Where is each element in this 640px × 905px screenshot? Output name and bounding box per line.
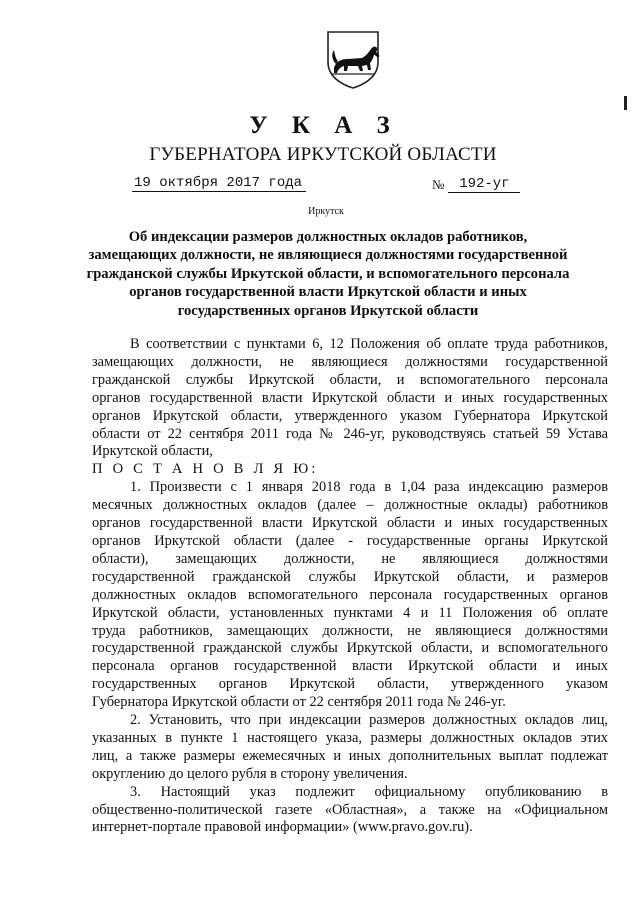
decree-body [92, 336, 608, 837]
text-line: персонала органов государственной власти Иркутской области и иных [92, 658, 608, 675]
decree-number-block [432, 176, 520, 193]
number-sign: № [432, 177, 445, 192]
text-line: лиц, а также размеры ежемесячных и иных дополнительных выплат подлежат [92, 747, 608, 764]
text-line: области), замещающих должности, не являющиеся должностями [92, 550, 608, 567]
text-line: 3. Настоящий указ подлежит официальному опубликованию в [130, 783, 608, 800]
issuer-line: ГУБЕРНАТОРА ИРКУТСКОЙ ОБЛАСТИ [149, 144, 497, 165]
text-line: округлению до целого рубля в сторону увеличения. [92, 765, 408, 782]
item-3-paragraph [92, 784, 608, 838]
text-line: государственной гражданской службы Иркутской области, и вспомогательного [92, 640, 608, 657]
coat-of-arms-icon [322, 28, 384, 90]
text-line: указанных в пункте 1 настоящего указа, размеры должностных окладов этих [92, 729, 608, 746]
text-line: замещающих должности, не являющиеся должностями государственной [92, 353, 608, 370]
text-line: органов государственной власти Иркутской области и иных государственных [92, 389, 608, 406]
text-line: области от 22 сентября 2011 года № 246-уг, руководствуясь статьей 59 Устава [92, 425, 608, 442]
text-line: Иркутской области, установленных пунктами 4 и 11 Положения об оплате [92, 604, 608, 621]
text-line: Иркутской области, [92, 443, 213, 460]
text-line: интернет-портале правовой информации» (www.pravo.gov.ru). [92, 819, 473, 836]
scan-edge-mark [624, 96, 627, 110]
decree-subject [76, 228, 580, 320]
subject-line: государственных органов Иркутской области [177, 302, 479, 319]
text-line: государственных органов Иркутской области, утвержденного указом [92, 676, 608, 693]
text-line: месячных должностных окладов (далее – должностные оклады) работников [92, 497, 608, 514]
text-line: органов Иркутской области, утвержденного указом Губернатора Иркутской [92, 407, 608, 424]
preamble-paragraph [92, 336, 608, 461]
text-line: гражданской службы Иркутской области, и вспомогательного персонала [92, 371, 608, 388]
text-line: органов Иркутской области (далее - государственные органы Иркутской [92, 532, 608, 549]
text-line: 2. Установить, что при индексации размеров должностных окладов лиц, [130, 712, 608, 729]
text-line: государственной гражданской службы Иркутской области, и размеров [92, 568, 608, 585]
text-line: В соответствии с пунктами 6, 12 Положения об оплате труда работников, [130, 336, 608, 352]
subject-line: органов государственной власти Иркутской области и иных [129, 284, 527, 301]
decree-number: 192-уг [448, 176, 520, 193]
decree-date: 19 октября 2017 года [132, 175, 306, 192]
text-line: Губернатора Иркутской области от 22 сентября 2011 года № 246-уг. [92, 694, 506, 711]
resolve-heading: П О С Т А Н О В Л Я Ю: [92, 461, 319, 478]
subject-line: замещающих должности, не являющиеся должностями государственной [88, 247, 568, 264]
text-line: общественно-политической газете «Областная», а также на «Официальном [92, 801, 608, 818]
item-1-paragraph [92, 479, 608, 712]
text-line: 1. Произвести с 1 января 2018 года в 1,04 раза индексацию размеров [130, 479, 608, 496]
text-line: труда работников, замещающих должности, не являющиеся должностями [92, 622, 608, 639]
text-line: должностных окладов вспомогательного персонала государственных органов [92, 586, 608, 603]
text-line: органов государственной власти Иркутской области и иных государственных [92, 515, 608, 532]
decree-title: У К А З [249, 112, 399, 139]
item-2-paragraph [92, 712, 608, 784]
city-label: Иркутск [308, 206, 344, 217]
subject-line: гражданской службы Иркутской области, и вспомогательного персонала [86, 265, 570, 282]
subject-line: Об индексации размеров должностных окладов работников, [128, 229, 528, 245]
